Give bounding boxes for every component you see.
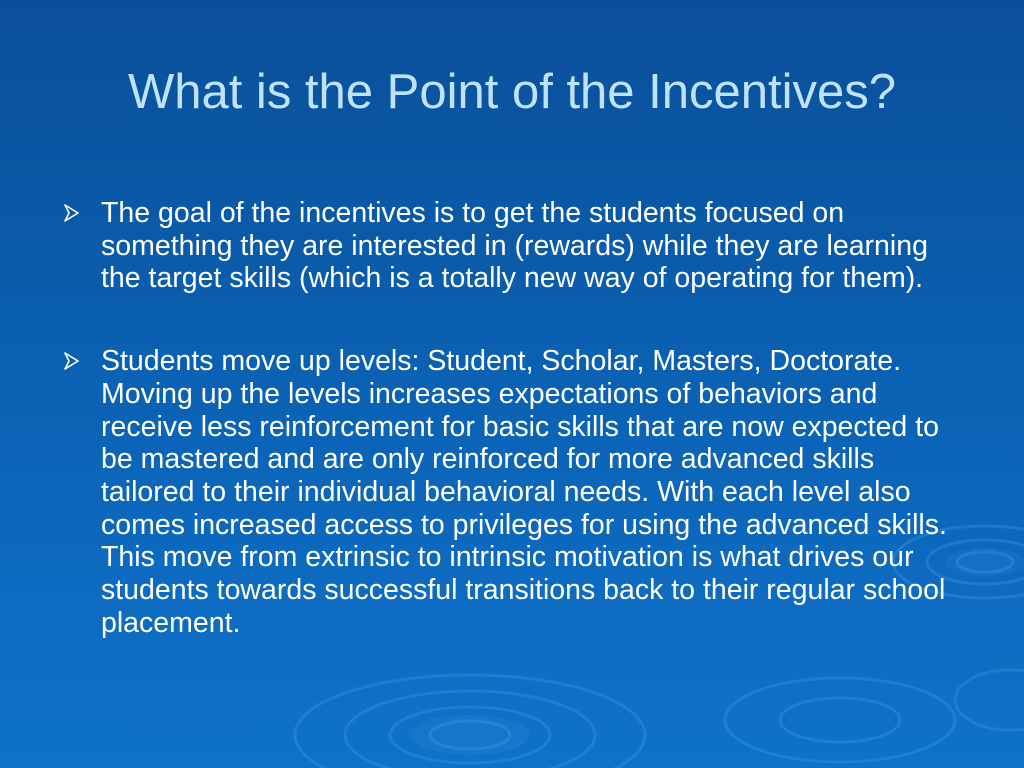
arrow-bullet-icon (64, 352, 80, 370)
bullet-list (60, 197, 965, 639)
slide-title: What is the Point of the Incentives? (127, 65, 897, 119)
bullet-text: The goal of the incentives is to get the students focused on something they are interested in (rewards) while they are learning the target skills (which is a totally new way of operating for them). (101, 197, 928, 295)
bullet-item (60, 197, 965, 295)
arrow-bullet-icon (64, 204, 80, 222)
bullet-text: Students move up levels: Student, Scholar, Masters, Doctorate. Moving up the levels increases expectations of behaviors and receive less reinforcement for basic skills that are now expected to be mastered and are only reinforced for more advanced skills tailored to their individual behavioral needs. With each level also comes increased access to privileges for using the advanced skills. This move from extrinsic to intrinsic motivation is what drives our students towards successful transitions back to their regular school placement. (101, 345, 947, 639)
bullet-item (60, 345, 965, 639)
